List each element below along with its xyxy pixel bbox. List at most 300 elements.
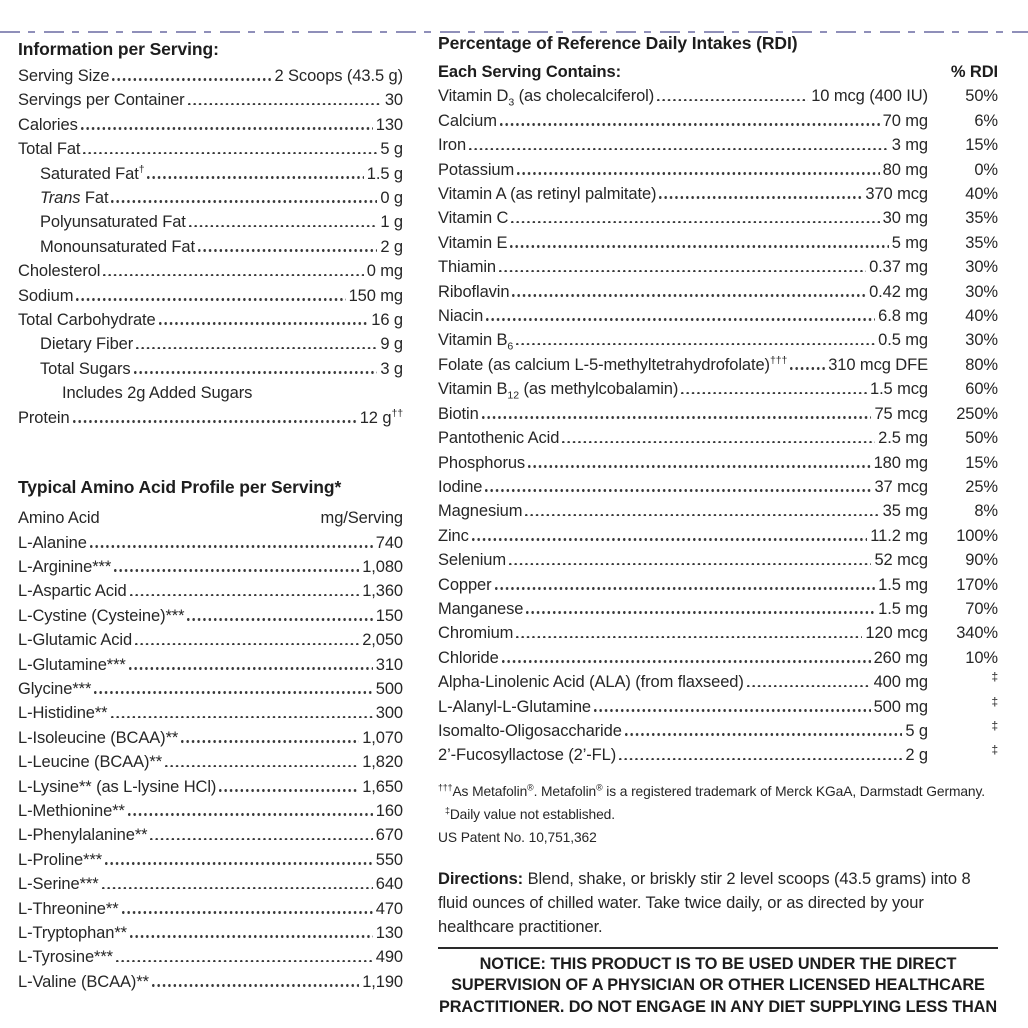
nutrient-label: Total Sugars — [40, 359, 131, 378]
nutrition-fact-row — [18, 186, 403, 210]
amino-acid-amount: 2,050 — [362, 631, 403, 650]
ingredient-amount: 0.5 mg — [878, 331, 928, 350]
ingredient-label: Niacin — [438, 307, 484, 326]
each-serving-contains-header: Each Serving Contains: — [438, 63, 622, 81]
amino-acid-amount: 1,650 — [362, 777, 403, 796]
dot-leader — [495, 587, 876, 590]
percent-rdi-value: 30% — [965, 282, 998, 301]
dot-leader — [485, 489, 871, 492]
amino-acid-row — [18, 701, 403, 725]
amino-acid-amount: 550 — [375, 850, 403, 869]
rdi-row — [438, 158, 998, 182]
percent-rdi-column-header: % RDI — [950, 63, 998, 81]
rdi-row — [438, 646, 998, 670]
amino-acid-row — [18, 653, 403, 677]
rdi-row — [438, 206, 998, 230]
dot-leader — [83, 152, 377, 155]
dot-leader — [512, 294, 866, 297]
amino-acid-amount: 130 — [375, 924, 403, 942]
ingredient-label: Alpha-Linolenic Acid (ALA) (from flaxseed) — [438, 673, 744, 692]
amino-acid-name: L-Threonine** — [18, 899, 119, 918]
nutrient-value: 0 mg — [366, 262, 403, 281]
percent-rdi-value: 0% — [974, 160, 998, 179]
amino-acid-column-header: Amino Acid — [18, 509, 100, 528]
dot-leader — [134, 371, 378, 374]
ingredient-label: Chromium — [438, 624, 514, 643]
ingredient-label: Vitamin $B_6$ — [438, 331, 514, 353]
rdi-row — [438, 328, 998, 352]
amino-acid-name: L-Glutamine*** — [18, 655, 126, 674]
percent-rdi-value: 250% — [956, 404, 998, 423]
dot-leader — [499, 270, 866, 273]
rdi-table-header — [438, 60, 998, 84]
notice-text: NOTICE: THIS PRODUCT IS TO BE USED UNDER THE DIRECT SUPERVISION OF A PHYSICIAN OR OTHER LICENSED HEALTHCARE PRACTITIONER. DO NOT ENGAGE IN ANY DIET SUPPLYING LESS THAN — [439, 954, 997, 1016]
percent-rdi-value: 170% — [956, 575, 998, 594]
amino-acid-row — [18, 750, 403, 774]
amino-acid-name: L-Phenylalanine** — [18, 826, 148, 845]
ingredient-label: Vitamin $B_{12}$ (as methylcobalamin) — [438, 380, 679, 402]
amino-acid-name: L-Tyrosine*** — [18, 948, 113, 967]
amino-acid-name: L-Cystine (Cysteine)*** — [18, 606, 185, 625]
ingredient-label: Calcium — [438, 111, 497, 130]
nutrient-label: Protein — [18, 408, 70, 427]
ingredient-amount: 260 mg — [873, 648, 928, 667]
rdi-row — [438, 402, 998, 426]
nutrition-fact-row — [18, 210, 403, 234]
amino-acid-amount: 1,190 — [362, 972, 403, 991]
footnote-line: ‡Daily value not established. — [445, 805, 615, 822]
rdi-row — [438, 621, 998, 645]
rdi-row — [438, 426, 998, 450]
dot-leader — [486, 318, 875, 321]
dot-leader — [517, 172, 880, 175]
percent-rdi-value: 60% — [965, 380, 998, 399]
information-per-serving-section — [18, 38, 403, 430]
nutrition-fact-row — [18, 308, 403, 332]
nutrient-label: Includes 2g Added Sugars — [62, 384, 253, 403]
ingredient-amount: 0.42 mg — [869, 282, 928, 301]
amino-acid-profile-section — [18, 476, 403, 994]
amino-acid-amount: 470 — [375, 899, 403, 918]
amino-acid-amount: 1,080 — [362, 557, 403, 576]
amino-acid-name: L-Leucine (BCAA)** — [18, 753, 163, 772]
ingredient-amount: 400 mg — [873, 673, 928, 692]
nutrient-label: Dietary Fiber — [40, 335, 134, 354]
percent-rdi-value: 50% — [965, 429, 998, 448]
amino-acid-name: L-Aspartic Acid — [18, 582, 127, 601]
amino-acid-name: L-Proline*** — [18, 850, 103, 869]
nutrient-value: 5 g — [380, 140, 403, 159]
ingredient-label: Chloride — [438, 648, 499, 667]
amino-acid-amount: 160 — [375, 801, 403, 820]
dot-leader — [128, 813, 373, 816]
rdi-row — [438, 451, 998, 475]
nutrient-label: Trans Fat — [40, 189, 109, 208]
ingredient-label: Biotin — [438, 404, 479, 423]
amino-acid-name: L-Glutamic Acid — [18, 631, 133, 650]
rdi-row — [438, 524, 998, 548]
nutrient-label: Saturated Fat† — [40, 163, 145, 183]
nutrition-fact-row — [18, 406, 403, 430]
percent-rdi-value: 340% — [956, 624, 998, 643]
amino-acid-amount: 670 — [375, 826, 403, 845]
percent-rdi-value: 40% — [965, 185, 998, 204]
nutrient-label: Total Carbohydrate — [18, 311, 156, 330]
ingredient-label: Selenium — [438, 551, 506, 570]
amino-acid-name: L-Methionine** — [18, 801, 125, 820]
dot-leader — [500, 123, 880, 126]
ingredient-amount: 2 g — [905, 746, 928, 765]
footnote-line: US Patent No. 10,751,362 — [438, 829, 597, 845]
ingredient-amount: 52 mcg — [874, 551, 928, 570]
dot-leader — [122, 911, 373, 914]
amino-acid-row — [18, 945, 403, 969]
footnotes-section — [438, 780, 998, 849]
percent-rdi-value: 25% — [965, 477, 998, 496]
ingredient-label: Vitamin $D_3$ (as cholecalciferol) — [438, 87, 655, 109]
ingredient-label: Iron — [438, 136, 467, 155]
nutrition-fact-row — [18, 259, 403, 283]
right-column — [438, 32, 998, 1016]
dot-leader — [187, 618, 372, 621]
amino-acid-amount: 310 — [375, 655, 403, 674]
ingredient-label: Magnesium — [438, 502, 523, 521]
information-per-serving-table — [18, 64, 403, 430]
ingredient-label: Phosphorus — [438, 453, 526, 472]
dot-leader — [94, 691, 372, 694]
amino-acid-row — [18, 848, 403, 872]
amino-acid-table — [18, 531, 403, 995]
dot-leader — [516, 343, 875, 346]
dot-leader — [482, 416, 872, 419]
ingredient-label: Vitamin C — [438, 209, 509, 228]
directions-label: Directions: — [438, 869, 524, 888]
ingredient-amount: 1.5 mg — [878, 599, 928, 618]
rdi-row — [438, 133, 998, 157]
percent-rdi-value: 30% — [965, 331, 998, 350]
ingredient-label: Riboflavin — [438, 282, 510, 301]
amino-acid-amount: 500 — [375, 679, 403, 698]
dot-leader — [111, 716, 373, 719]
amino-acid-amount: 300 — [375, 704, 403, 723]
rdi-row — [438, 597, 998, 621]
rdi-row — [438, 84, 998, 108]
dot-leader — [181, 740, 359, 743]
ingredient-amount: 75 mcg — [874, 404, 928, 423]
amino-acid-table-header — [18, 506, 403, 530]
ingredient-amount: 10 mcg (400 IU) — [811, 87, 928, 106]
percent-rdi-value: 40% — [965, 307, 998, 326]
amino-acid-row — [18, 579, 403, 603]
dot-leader — [152, 984, 359, 987]
rdi-row — [438, 499, 998, 523]
information-per-serving-title: Information per Serving: — [18, 39, 219, 59]
ingredient-amount: 310 mcg DFE — [828, 355, 928, 374]
amino-acid-row — [18, 555, 403, 579]
amino-acid-row — [18, 970, 403, 994]
nutrient-value: 16 g — [371, 311, 403, 330]
footnote-line: †††As Metafolin®. Metafolin® is a registered trademark of Merck KGaA, Darmstadt Germany. — [438, 782, 986, 799]
rdi-row — [438, 670, 998, 694]
percent-rdi-value: ‡ — [991, 718, 998, 733]
ingredient-amount: 35 mg — [882, 502, 928, 521]
percent-rdi-value: ‡ — [991, 669, 998, 684]
ingredient-amount: 30 mg — [882, 209, 928, 228]
percent-rdi-value: 35% — [965, 233, 998, 252]
dot-leader — [659, 196, 862, 199]
amino-acid-row — [18, 799, 403, 823]
amino-acid-row — [18, 775, 403, 799]
ingredient-amount: 120 mcg — [865, 624, 928, 643]
percent-rdi-value: 15% — [965, 136, 998, 155]
amino-acid-row — [18, 604, 403, 628]
nutrient-label: Calories — [18, 115, 78, 134]
amino-acid-name: L-Alanine — [18, 533, 87, 552]
amino-acid-name: L-Histidine** — [18, 704, 108, 723]
nutrition-fact-row — [18, 284, 403, 308]
nutrition-fact-row — [18, 113, 403, 137]
amino-acid-row — [18, 628, 403, 652]
ingredient-amount: 5 g — [905, 721, 928, 740]
amino-acid-amount: 1,070 — [362, 728, 403, 747]
rdi-row — [438, 304, 998, 328]
percent-rdi-value: 50% — [965, 87, 998, 106]
dot-leader — [502, 660, 871, 663]
rdi-row — [438, 719, 998, 743]
dot-leader — [562, 441, 875, 444]
directions-text: Blend, shake, or briskly stir 2 level scoops (43.5 grams) into 8 fluid ounces of chilled water. Take twice daily, or as directed by your healthcare practitioner. — [438, 869, 971, 936]
ingredient-label: 2’-Fucosyllactose (2’-FL) — [438, 746, 617, 765]
nutrition-fact-row — [18, 137, 403, 161]
dot-leader — [790, 367, 825, 370]
ingredient-amount: 0.37 mg — [869, 258, 928, 277]
amino-acid-amount: 150 — [375, 606, 403, 625]
rdi-section-title: Percentage of Reference Daily Intakes (RDI) — [438, 33, 798, 53]
dot-leader — [130, 935, 373, 938]
ingredient-amount: 1.5 mg — [878, 575, 928, 594]
percent-rdi-value: 10% — [965, 648, 998, 667]
rdi-row — [438, 695, 998, 719]
percent-rdi-value: 35% — [965, 209, 998, 228]
percent-rdi-value: 90% — [965, 551, 998, 570]
dot-leader — [510, 245, 888, 248]
dot-leader — [511, 221, 879, 224]
rdi-row — [438, 475, 998, 499]
nutrient-label: Sodium — [18, 286, 74, 305]
ingredient-amount: 2.5 mg — [878, 429, 928, 448]
amino-acid-row — [18, 897, 403, 921]
notice-divider-rule — [438, 947, 998, 949]
amino-acid-name: Glycine*** — [18, 679, 92, 698]
dot-leader — [188, 103, 382, 106]
rdi-row — [438, 255, 998, 279]
nutrient-value: 9 g — [380, 335, 403, 354]
nutrition-fact-row — [18, 357, 403, 381]
ingredient-label: Folate (as calcium L-5-methyltetrahydrofolate)††† — [438, 354, 788, 374]
ingredient-label: Copper — [438, 575, 492, 594]
percent-rdi-value: 15% — [965, 453, 998, 472]
rdi-row — [438, 280, 998, 304]
dot-leader — [528, 465, 871, 468]
percent-rdi-value: 8% — [974, 502, 998, 521]
dot-leader — [135, 643, 359, 646]
nutrient-value: 0 g — [380, 189, 403, 208]
nutrient-value: 12 g†† — [359, 407, 403, 427]
dot-leader — [747, 685, 871, 688]
dot-leader — [594, 709, 871, 712]
ingredient-label: Zinc — [438, 526, 469, 545]
nutrition-fact-row — [18, 88, 403, 112]
dot-leader — [147, 176, 363, 179]
ingredient-label: L-Alanyl-L-Glutamine — [438, 697, 591, 716]
dot-leader — [625, 733, 903, 736]
nutrient-label: Cholesterol — [18, 262, 101, 281]
rdi-row — [438, 231, 998, 255]
dot-leader — [76, 298, 345, 301]
dot-leader — [129, 667, 373, 670]
dot-leader — [136, 347, 377, 350]
ingredient-label: Manganese — [438, 599, 524, 618]
dot-leader — [165, 765, 359, 768]
nutrition-fact-row — [18, 381, 403, 405]
amino-acid-amount: 740 — [375, 533, 403, 552]
dot-leader — [619, 758, 902, 761]
nutrient-label: Total Fat — [18, 140, 81, 159]
amino-acid-row — [18, 872, 403, 896]
nutrient-value: 1 g — [380, 213, 403, 232]
nutrient-label: Polyunsaturated Fat — [40, 213, 186, 232]
ingredient-amount: 5 mg — [891, 233, 928, 252]
dot-leader — [516, 636, 862, 639]
percent-rdi-value: ‡ — [991, 694, 998, 709]
mg-per-serving-column-header: mg/Serving — [320, 509, 403, 528]
dot-leader — [198, 249, 377, 252]
dot-leader — [112, 78, 271, 81]
dot-leader — [509, 563, 871, 566]
rdi-section — [438, 32, 998, 768]
dot-leader — [525, 514, 879, 517]
rdi-row — [438, 109, 998, 133]
dot-leader — [526, 611, 875, 614]
dot-leader — [116, 960, 373, 963]
amino-acid-amount: 640 — [375, 875, 403, 894]
nutrition-fact-row — [18, 332, 403, 356]
amino-acid-name: L-Arginine*** — [18, 557, 112, 576]
ingredient-amount: 37 mcg — [874, 477, 928, 496]
percent-rdi-value: 30% — [965, 258, 998, 277]
nutrient-value: 1.5 g — [366, 164, 403, 183]
amino-acid-name: L-Tryptophan** — [18, 924, 127, 942]
dot-leader — [111, 200, 377, 203]
dot-leader — [469, 148, 889, 151]
percent-rdi-value: 70% — [965, 599, 998, 618]
dot-leader — [130, 594, 360, 597]
nutrient-value: 150 mg — [348, 286, 403, 305]
dot-leader — [189, 225, 378, 228]
nutrient-value: 130 — [375, 115, 403, 134]
left-column — [18, 38, 403, 994]
amino-acid-name: L-Isoleucine (BCAA)** — [18, 728, 179, 747]
dot-leader — [150, 838, 372, 841]
nutrition-fact-row — [18, 64, 403, 88]
rdi-row — [438, 573, 998, 597]
nutrient-value: 30 — [384, 91, 403, 110]
amino-acid-amount: 1,820 — [362, 753, 403, 772]
ingredient-amount: 500 mg — [873, 697, 928, 716]
amino-acid-profile-title: Typical Amino Acid Profile per Serving* — [18, 477, 342, 498]
ingredient-amount: 370 mcg — [865, 185, 928, 204]
percent-rdi-value: ‡ — [991, 742, 998, 757]
nutrient-value: 2 g — [380, 237, 403, 256]
dot-leader — [657, 99, 808, 102]
dot-leader — [81, 127, 373, 130]
ingredient-label: Vitamin A (as retinyl palmitate) — [438, 185, 657, 204]
ingredient-amount: 6.8 mg — [878, 307, 928, 326]
amino-acid-name: L-Serine*** — [18, 875, 99, 894]
nutrition-fact-row — [18, 162, 403, 186]
amino-acid-row — [18, 677, 403, 701]
directions-paragraph — [438, 867, 998, 939]
dot-leader — [219, 789, 359, 792]
ingredient-amount: 3 mg — [891, 136, 928, 155]
rdi-row — [438, 353, 998, 377]
rdi-row — [438, 377, 998, 401]
dot-leader — [681, 392, 867, 395]
dot-leader — [73, 420, 357, 423]
ingredient-label: Vitamin E — [438, 233, 508, 252]
percent-rdi-value: 80% — [965, 355, 998, 374]
ingredient-label: Isomalto-Oligosaccharide — [438, 721, 622, 740]
ingredient-label: Iodine — [438, 477, 483, 496]
nutrition-fact-row — [18, 235, 403, 259]
nutrient-label: Monounsaturated Fat — [40, 237, 195, 256]
dot-leader — [472, 538, 868, 541]
amino-acid-name: L-Valine (BCAA)** — [18, 972, 149, 991]
percent-rdi-value: 6% — [974, 111, 998, 130]
ingredient-amount: 1.5 mcg — [870, 380, 928, 399]
ingredient-label: Pantothenic Acid — [438, 429, 560, 448]
ingredient-label: Thiamin — [438, 258, 496, 277]
nutrient-label: Serving Size — [18, 67, 110, 85]
amino-acid-amount: 1,360 — [362, 582, 403, 601]
dot-leader — [103, 274, 363, 277]
dot-leader — [114, 569, 359, 572]
amino-acid-name: L-Lysine** (as L-lysine HCl) — [18, 777, 217, 796]
rdi-row — [438, 548, 998, 572]
rdi-table — [438, 84, 998, 767]
dot-leader — [90, 545, 373, 548]
dot-leader — [159, 322, 369, 325]
amino-acid-row — [18, 823, 403, 847]
ingredient-amount: 11.2 mg — [870, 526, 928, 545]
amino-acid-row — [18, 726, 403, 750]
nutrient-value: 2 Scoops (43.5 g) — [274, 67, 403, 85]
rdi-row — [438, 182, 998, 206]
amino-acid-amount: 490 — [375, 948, 403, 967]
dot-leader — [105, 862, 373, 865]
rdi-row — [438, 743, 998, 767]
nutrient-value: 3 g — [380, 359, 403, 378]
ingredient-label: Potassium — [438, 160, 515, 179]
dot-leader — [102, 887, 373, 890]
ingredient-amount: 180 mg — [873, 453, 928, 472]
amino-acid-row — [18, 531, 403, 555]
percent-rdi-value: 100% — [956, 526, 998, 545]
ingredient-amount: 70 mg — [882, 111, 928, 130]
nutrient-label: Servings per Container — [18, 91, 185, 110]
amino-acid-row — [18, 921, 403, 945]
ingredient-amount: 80 mg — [882, 160, 928, 179]
